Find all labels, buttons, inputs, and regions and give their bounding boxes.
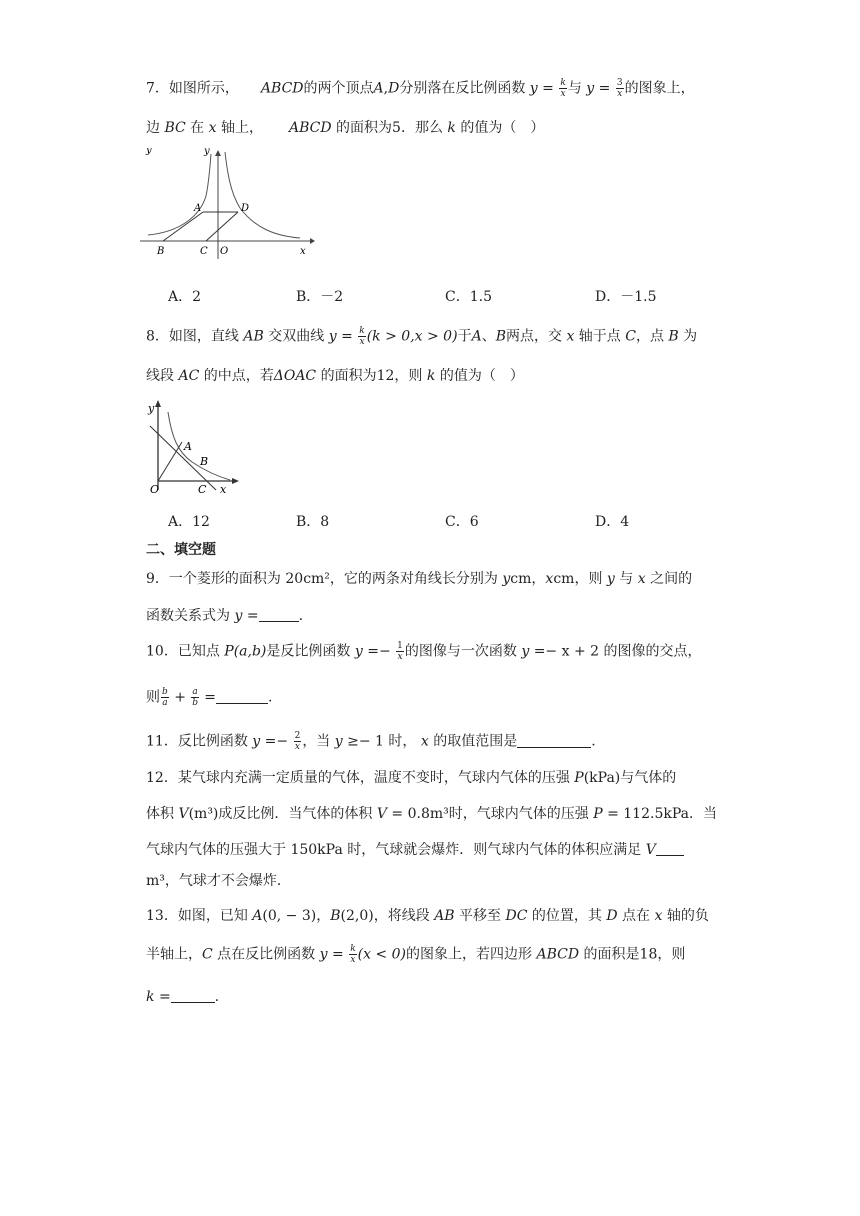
q12-line3: 气球内气体的压强大于 150kPa 时，气球就会爆炸．则气球内气体的体积应满足 V	[146, 840, 684, 860]
q7-option-d[interactable]: D．－1.5	[595, 289, 657, 305]
q12-line4: m³，气球才不会爆炸．	[146, 873, 291, 889]
q11-line: 11．反比例函数 y =− $\frac{2}{x}$ ，当 y ≥− 1 时， x 的取值范围是 .	[146, 731, 596, 752]
q7-option-c[interactable]: C．1.5	[445, 289, 492, 305]
fraction-b-over-a: $\frac{b}{a}$	[162, 687, 168, 708]
q8-line2: 线段 AC 的中点，若ΔOAC 的面积为12，则 k 的值为（ ）	[146, 368, 524, 384]
answer-blank[interactable]	[259, 607, 299, 622]
q12-line1: 12．某气球内充满一定质量的气体，温度不变时，气球内气体的压强 P(kPa)与气体的	[146, 770, 677, 786]
q7-line1: 7．如图所示， ABCD的两个顶点A,D分别落在反比例函数 y = $\frac{k}{x}$ 与 y = $\frac{3}{x}$ 的图象上，	[146, 78, 695, 99]
q7-label-y: y	[146, 148, 152, 156]
q10-line1: 10．已知点 P(a,b)是反比例函数 y =− $\frac{1}{x}$ 的图像与一次函数 y =− x + 2 的图像的交点，	[146, 641, 702, 662]
q8-line1: 8．如图，直线 AB 交双曲线 y = $\frac{k}{x}$ (k > 0,x > 0)于A、B两点，交 x 轴于点 C，点 B 为	[146, 326, 698, 347]
fraction-3-over-x: $\frac{3}{x}$	[616, 78, 623, 99]
q8-option-c[interactable]: C．6	[445, 514, 479, 530]
q8-label-y: y	[148, 402, 155, 415]
answer-blank[interactable]	[656, 841, 684, 856]
q8-option-a[interactable]: A．12	[168, 514, 210, 530]
q13-line2: 半轴上，C 点在反比例函数 y = $\frac{k}{x}$ (x < 0)的图象上，若四边形 ABCD 的面积是18，则	[146, 944, 686, 965]
q7-line2: 边 BC 在 x 轴上， ABCD 的面积为5．那么 k 的值为（ ）	[146, 120, 545, 136]
q13-line1: 13．如图，已知 A(0, − 3)，B(2,0)，将线段 AB 平移至 DC 的位置，其 D 点在 x 轴的负	[146, 908, 709, 924]
fraction-1-over-x: $\frac{1}{x}$	[397, 641, 403, 662]
q10-line2: 则 $\frac{b}{a}$ + $\frac{a}{b}$ = .	[146, 687, 273, 708]
fraction-a-over-b: $\frac{a}{b}$	[192, 687, 198, 708]
fraction-k-over-x: $\frac{k}{x}$	[350, 944, 356, 965]
q9-line1: 9．一个菱形的面积为 20cm²，它的两条对角线长分别为 ycm，xcm，则 y 与 x 之间的	[146, 571, 693, 587]
q13-line3: k = .	[146, 989, 220, 1005]
q8-label-o: O	[150, 483, 160, 496]
q7-label-x: x	[300, 246, 306, 257]
answer-blank[interactable]	[216, 689, 268, 704]
q8-option-b[interactable]: B．8	[296, 514, 330, 530]
q8-label-b: B	[200, 455, 209, 468]
q7-option-a[interactable]: A．2	[168, 289, 202, 305]
q8-option-d[interactable]: D．4	[595, 514, 630, 530]
q8-label-x: x	[220, 483, 227, 496]
q7-label-a: A	[194, 203, 202, 214]
fraction-2-over-x: $\frac{2}{x}$	[294, 731, 301, 752]
answer-blank[interactable]	[517, 733, 591, 748]
q7-label-b: B	[157, 246, 165, 257]
fraction-k-over-x: $\frac{k}{x}$	[560, 78, 566, 99]
section-title: 二、填空题	[146, 542, 216, 558]
q9-line2: 函数关系式为 y = .	[146, 608, 304, 624]
q7-figure	[140, 148, 315, 260]
q7-option-b[interactable]: B．－2	[296, 289, 344, 305]
q8-label-c: C	[198, 483, 207, 496]
q12-line2: 体积 V(m³)成反比例．当气体的体积 V = 0.8m³时，气球内气体的压强 P = 112.5kPa．当	[146, 806, 717, 822]
answer-blank[interactable]	[171, 988, 215, 1003]
q8-label-a: A	[184, 440, 192, 453]
q7-label-o: O	[220, 246, 229, 257]
q7-label-c: C	[200, 246, 208, 257]
fraction-k-over-x: $\frac{k}{x}$	[359, 326, 365, 347]
q8-figure	[146, 398, 246, 498]
q7-label-y-axis: y	[204, 148, 210, 157]
q7-label-d: D	[241, 203, 250, 214]
